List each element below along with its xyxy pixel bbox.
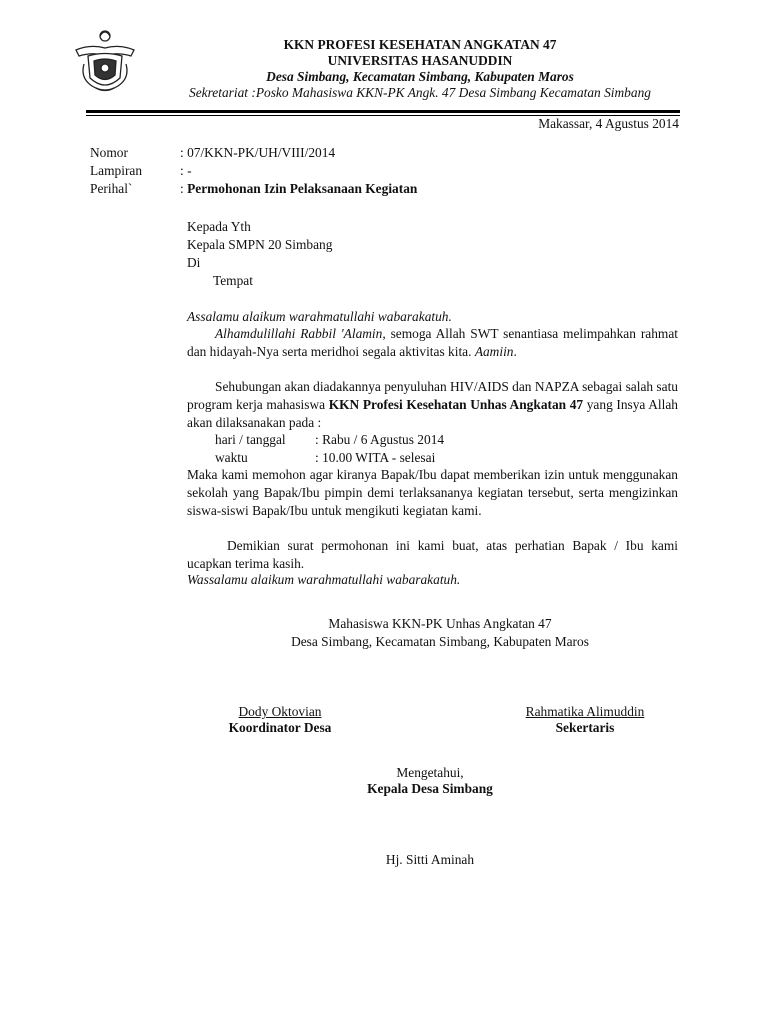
paragraph-request: Maka kami memohon agar kiranya Bapak/Ibu dapat memberikan izin untuk menggunakan sekolah yang Bapak/Ibu pimpin demi terlaksananya kegiatan tersebut, serta mengizinkan siswa-siswi Bapak/Ibu untuk mengikuti kegiatan kami. <box>187 467 678 518</box>
meta-label-perihal: Perihal` <box>90 181 133 196</box>
letterhead-secretariat: Sekretariat :Posko Mahasiswa KKN-PK Angk. 47 Desa Simbang Kecamatan Simbang <box>189 85 651 100</box>
letterhead-address: Desa Simbang, Kecamatan Simbang, Kabupaten Maros <box>266 69 574 84</box>
acknowledgement-title: Kepala Desa Simbang <box>367 781 493 796</box>
university-crest-icon <box>74 28 136 94</box>
paragraph-purpose: Sehubungan akan diadakannya penyuluhan HIV/AIDS dan NAPZA sebagai salah satu program kerja mahasiswa KKN Profesi Kesehatan Unhas Angkatan 47 yang Insya Allah akan dilaksanakan pada : <box>187 379 678 430</box>
paragraph-opening: Alhamdulillahi Rabbil 'Alamin, semoga Allah SWT senantiasa melimpahkan rahmat dan hidayah-Nya serta meridhoi segala aktivitas kita. Aamiin. <box>187 326 678 359</box>
signatory-right-name: Rahmatika Alimuddin <box>525 704 645 719</box>
letterhead-university: UNIVERSITAS HASANUDDIN <box>327 53 513 68</box>
meta-value-perihal: : Permohonan Izin Pelaksanaan Kegiatan <box>180 181 418 196</box>
schedule-label-time: waktu <box>215 450 248 465</box>
recipient-line3: Di <box>187 255 201 270</box>
acknowledgement-label: Mengetahui, <box>396 765 464 780</box>
meta-value-nomor: : 07/KKN-PK/UH/VIII/2014 <box>180 145 336 160</box>
signatory-left-name: Dody Oktovian <box>238 704 322 719</box>
schedule-value-date: : Rabu / 6 Agustus 2014 <box>315 432 445 447</box>
recipient-line4: Tempat <box>213 273 253 288</box>
recipient-line2: Kepala SMPN 20 Simbang <box>187 237 333 252</box>
signatory-right-title: Sekertaris <box>555 720 615 735</box>
acknowledgement-name: Hj. Sitti Aminah <box>385 852 475 867</box>
signature-org-line2: Desa Simbang, Kecamatan Simbang, Kabupaten Maros <box>291 634 589 649</box>
signatory-left-title: Koordinator Desa <box>228 720 332 735</box>
letterhead-title: KKN PROFESI KESEHATAN ANGKATAN 47 <box>283 37 557 52</box>
recipient-line1: Kepada Yth <box>187 219 251 234</box>
schedule-label-date: hari / tanggal <box>215 432 286 447</box>
meta-label-nomor: Nomor <box>90 145 128 160</box>
meta-value-lampiran: : - <box>180 163 192 178</box>
header-divider-thick <box>86 110 680 113</box>
meta-label-lampiran: Lampiran <box>90 163 143 178</box>
greeting: Assalamu alaikum warahmatullahi wabarakatuh. <box>187 309 452 324</box>
letter-date: Makassar, 4 Agustus 2014 <box>538 116 679 131</box>
schedule-value-time: : 10.00 WITA - selesai <box>315 450 436 465</box>
paragraph-closing: Demikian surat permohonan ini kami buat, atas perhatian Bapak / Ibu kami ucapkan terima kasih. <box>187 538 678 571</box>
signature-org-line1: Mahasiswa KKN-PK Unhas Angkatan 47 <box>328 616 552 631</box>
closing-greeting: Wassalamu alaikum warahmatullahi wabarakatuh. <box>187 572 461 587</box>
